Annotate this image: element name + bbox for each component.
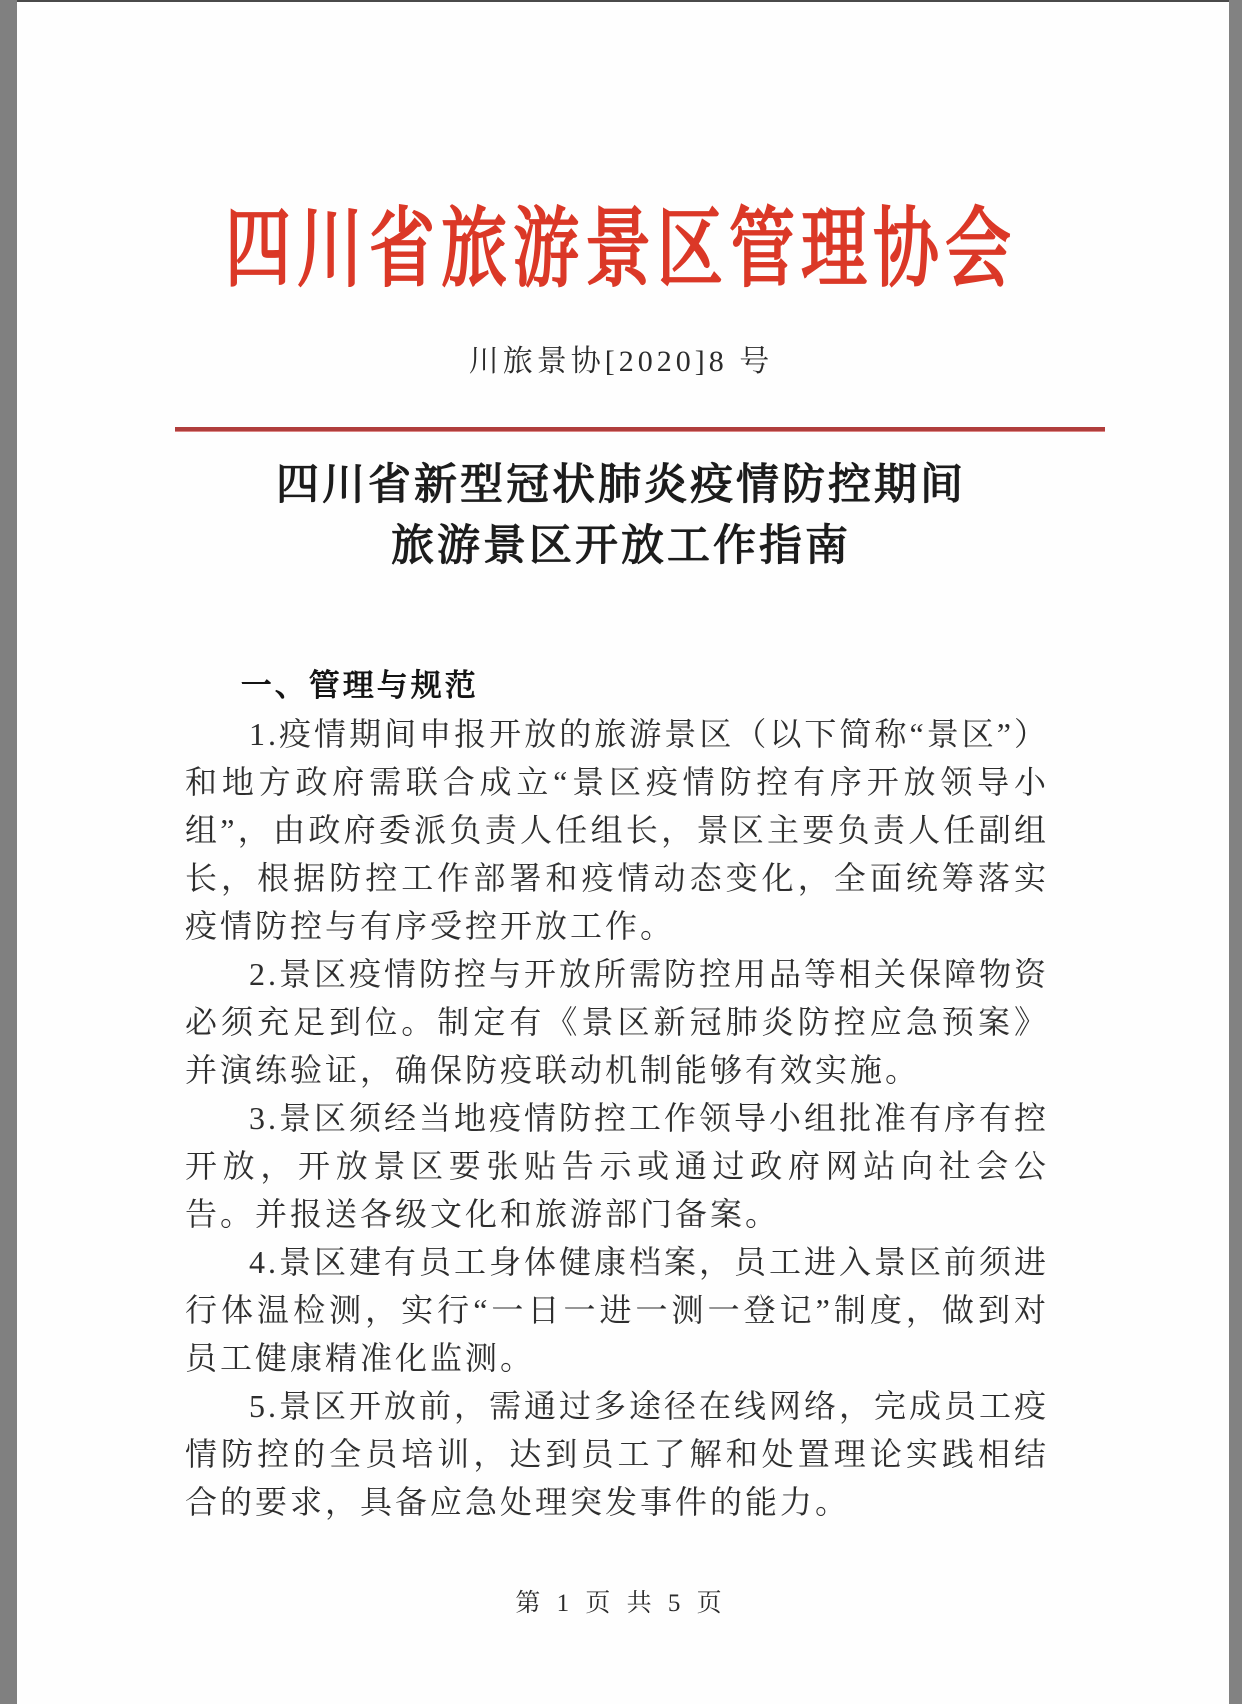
letterhead-divider-rule: [175, 427, 1105, 432]
paragraph-4: 4.景区建有员工身体健康档案，员工进入景区前须进行体温检测，实行“一日一进一测一登记”制度，做到对员工健康精准化监测。: [185, 1244, 1050, 1376]
document-title-line2: 旅游景区开放工作指南: [391, 522, 851, 570]
scan-top-border: [0, 0, 1242, 2]
document-title-line1: 四川省新型冠状肺炎疫情防控期间: [276, 461, 966, 509]
paragraph-2: 2.景区疫情防控与开放所需防控用品等相关保障物资必须充足到位。制定有《景区新冠肺炎防控应急预案》并演练验证，确保防疫联动机制能够有效实施。: [185, 956, 1050, 1088]
document-title: [0, 455, 1242, 577]
letterhead-title: 四川省旅游景区管理协会: [225, 201, 1017, 299]
paragraph-1: 1.疫情期间申报开放的旅游景区（以下简称“景区”）和地方政府需联合成立“景区疫情防控有序开放领导小组”，由政府委派负责人任组长，景区主要负责人任副组长，根据防控工作部署和疫情动态变化，全面统筹落实疫情防控与有序受控开放工作。: [185, 716, 1049, 944]
document-body: [185, 662, 1049, 1526]
paragraph-3: 3.景区须经当地疫情防控工作领导小组批准有序有控开放，开放景区要张贴告示或通过政府网站向社会公告。并报送各级文化和旅游部门备案。: [185, 1100, 1050, 1232]
page-footer: 第 1 页 共 5 页: [515, 1590, 727, 1617]
document-number: 川旅景协[2020]8 号: [468, 345, 774, 378]
paragraph-5: 5.景区开放前，需通过多途径在线网络，完成员工疫情防控的全员培训，达到员工了解和处置理论实践相结合的要求，具备应急处理突发事件的能力。: [185, 1388, 1050, 1520]
section-heading: 一、管理与规范: [240, 668, 479, 703]
